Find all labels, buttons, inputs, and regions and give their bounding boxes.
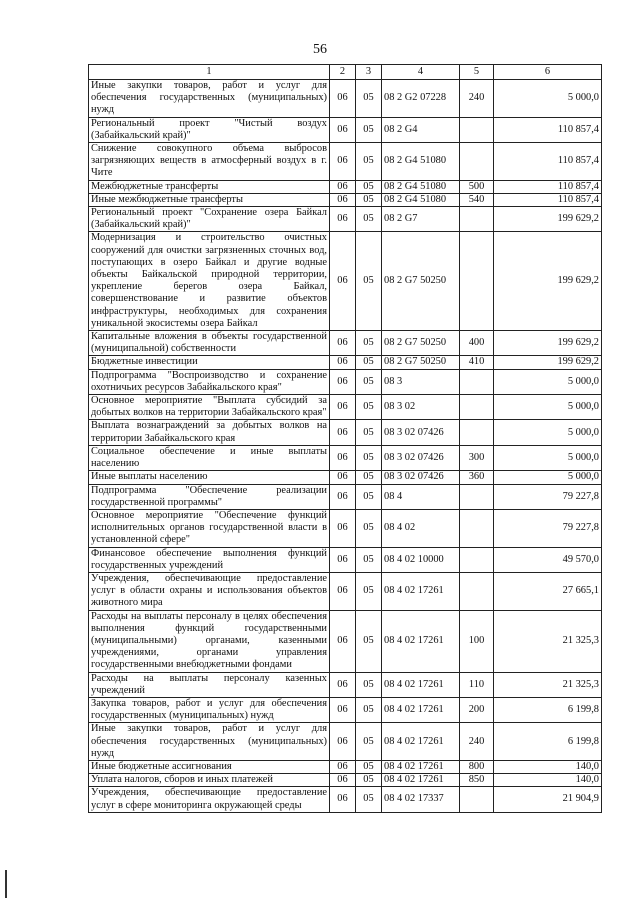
- table-row: [89, 80, 602, 118]
- subsection-cell: 05: [356, 774, 382, 787]
- table-row: [89, 697, 602, 722]
- table-row: [89, 180, 602, 193]
- amount-cell: 199 629,2: [494, 331, 602, 356]
- section-cell: 06: [330, 484, 356, 509]
- section-cell: 06: [330, 420, 356, 445]
- table-row: [89, 420, 602, 445]
- subsection-cell: 05: [356, 117, 382, 142]
- table-row: [89, 760, 602, 773]
- expense-type-cell: [460, 484, 494, 509]
- table-row: [89, 445, 602, 470]
- subsection-cell: 05: [356, 356, 382, 369]
- amount-cell: 110 857,4: [494, 193, 602, 206]
- subsection-cell: 05: [356, 420, 382, 445]
- expense-type-cell: 850: [460, 774, 494, 787]
- amount-cell: 110 857,4: [494, 180, 602, 193]
- item-name-cell: Снижение совокупного объема выбросов загрязняющих веществ в атмосферный воздух в г. Чите: [89, 143, 330, 181]
- expense-type-cell: 110: [460, 672, 494, 697]
- expense-type-cell: [460, 395, 494, 420]
- section-cell: 06: [330, 547, 356, 572]
- expense-type-cell: [460, 420, 494, 445]
- target-article-cell: 08 2 G4: [382, 117, 460, 142]
- expense-type-cell: [460, 232, 494, 331]
- header-col-4: 4: [382, 65, 460, 80]
- item-name-cell: Расходы на выплаты персоналу казенных учреждений: [89, 672, 330, 697]
- table-row: [89, 193, 602, 206]
- item-name-cell: Межбюджетные трансферты: [89, 180, 330, 193]
- subsection-cell: 05: [356, 484, 382, 509]
- amount-cell: 199 629,2: [494, 356, 602, 369]
- table-row: [89, 672, 602, 697]
- subsection-cell: 05: [356, 547, 382, 572]
- item-name-cell: Модернизация и строительство очистных сооружений для очистки загрязненных сточных вод, поступающих в озеро Байкал и другие водные объекты Байкальской природной территории, укрепление берегов озера Байкал, совершенствование и развитие объектов инфраструктуры, необходимых для сохранения уникальной экосистемы озера Байкал: [89, 232, 330, 331]
- subsection-cell: 05: [356, 207, 382, 232]
- amount-cell: 140,0: [494, 760, 602, 773]
- item-name-cell: Основное мероприятие "Обеспечение функций исполнительных органов государственной власти в установленной сфере": [89, 509, 330, 547]
- table-row: [89, 509, 602, 547]
- item-name-cell: Финансовое обеспечение выполнения функций государственных учреждений: [89, 547, 330, 572]
- amount-cell: 6 199,8: [494, 723, 602, 761]
- subsection-cell: 05: [356, 80, 382, 118]
- subsection-cell: 05: [356, 180, 382, 193]
- amount-cell: 27 665,1: [494, 572, 602, 610]
- amount-cell: 5 000,0: [494, 395, 602, 420]
- target-article-cell: 08 4 02 17261: [382, 723, 460, 761]
- expense-type-cell: 540: [460, 193, 494, 206]
- item-name-cell: Капитальные вложения в объекты государственной (муниципальной) собственности: [89, 331, 330, 356]
- item-name-cell: Основное мероприятие "Выплата субсидий за добытых волков на территории Забайкальского края": [89, 395, 330, 420]
- table-row: [89, 484, 602, 509]
- item-name-cell: Бюджетные инвестиции: [89, 356, 330, 369]
- table-row: [89, 369, 602, 394]
- target-article-cell: 08 2 G2 07228: [382, 80, 460, 118]
- amount-cell: 5 000,0: [494, 420, 602, 445]
- expense-type-cell: 360: [460, 471, 494, 484]
- expense-type-cell: [460, 207, 494, 232]
- target-article-cell: 08 3 02: [382, 395, 460, 420]
- expense-type-cell: [460, 509, 494, 547]
- expense-type-cell: 240: [460, 80, 494, 118]
- section-cell: 06: [330, 117, 356, 142]
- item-name-cell: Региональный проект "Чистый воздух (Забайкальский край)": [89, 117, 330, 142]
- section-cell: 06: [330, 723, 356, 761]
- expense-type-cell: 100: [460, 610, 494, 672]
- subsection-cell: 05: [356, 395, 382, 420]
- subsection-cell: 05: [356, 331, 382, 356]
- header-col-5: 5: [460, 65, 494, 80]
- item-name-cell: Иные закупки товаров, работ и услуг для обеспечения государственных (муниципальных) нужд: [89, 723, 330, 761]
- table-row: [89, 356, 602, 369]
- subsection-cell: 05: [356, 610, 382, 672]
- section-cell: 06: [330, 787, 356, 812]
- section-cell: 06: [330, 774, 356, 787]
- section-cell: 06: [330, 697, 356, 722]
- item-name-cell: Иные закупки товаров, работ и услуг для обеспечения государственных (муниципальных) нужд: [89, 80, 330, 118]
- target-article-cell: 08 2 G7: [382, 207, 460, 232]
- subsection-cell: 05: [356, 232, 382, 331]
- table-row: [89, 143, 602, 181]
- amount-cell: 21 325,3: [494, 610, 602, 672]
- subsection-cell: 05: [356, 672, 382, 697]
- section-cell: 06: [330, 207, 356, 232]
- item-name-cell: Иные межбюджетные трансферты: [89, 193, 330, 206]
- item-name-cell: Иные бюджетные ассигнования: [89, 760, 330, 773]
- section-cell: 06: [330, 232, 356, 331]
- table-header-row: [89, 65, 602, 80]
- header-col-6: 6: [494, 65, 602, 80]
- header-col-1: 1: [89, 65, 330, 80]
- amount-cell: 49 570,0: [494, 547, 602, 572]
- amount-cell: 5 000,0: [494, 80, 602, 118]
- target-article-cell: 08 2 G7 50250: [382, 331, 460, 356]
- expense-type-cell: [460, 369, 494, 394]
- page-number: 56: [313, 42, 327, 57]
- section-cell: 06: [330, 331, 356, 356]
- target-article-cell: 08 4 02 17261: [382, 774, 460, 787]
- subsection-cell: 05: [356, 369, 382, 394]
- margin-mark: [5, 870, 7, 898]
- subsection-cell: 05: [356, 572, 382, 610]
- expense-type-cell: 400: [460, 331, 494, 356]
- subsection-cell: 05: [356, 760, 382, 773]
- table-row: [89, 787, 602, 812]
- target-article-cell: 08 4 02 17261: [382, 672, 460, 697]
- item-name-cell: Учреждения, обеспечивающие предоставление услуг в сфере мониторинга окружающей среды: [89, 787, 330, 812]
- expense-type-cell: 240: [460, 723, 494, 761]
- amount-cell: 5 000,0: [494, 369, 602, 394]
- subsection-cell: 05: [356, 697, 382, 722]
- section-cell: 06: [330, 193, 356, 206]
- target-article-cell: 08 3 02 07426: [382, 471, 460, 484]
- expense-type-cell: [460, 143, 494, 181]
- expense-type-cell: 200: [460, 697, 494, 722]
- amount-cell: 21 904,9: [494, 787, 602, 812]
- amount-cell: 6 199,8: [494, 697, 602, 722]
- expense-type-cell: [460, 117, 494, 142]
- target-article-cell: 08 2 G4 51080: [382, 143, 460, 181]
- section-cell: 06: [330, 180, 356, 193]
- target-article-cell: 08 2 G4 51080: [382, 180, 460, 193]
- table-row: [89, 207, 602, 232]
- subsection-cell: 05: [356, 143, 382, 181]
- amount-cell: 79 227,8: [494, 484, 602, 509]
- expense-type-cell: [460, 572, 494, 610]
- item-name-cell: Выплата вознаграждений за добытых волков на территории Забайкальского края: [89, 420, 330, 445]
- target-article-cell: 08 3 02 07426: [382, 420, 460, 445]
- expense-type-cell: 300: [460, 445, 494, 470]
- target-article-cell: 08 4 02: [382, 509, 460, 547]
- target-article-cell: 08 4 02 10000: [382, 547, 460, 572]
- subsection-cell: 05: [356, 445, 382, 470]
- subsection-cell: 05: [356, 787, 382, 812]
- item-name-cell: Расходы на выплаты персоналу в целях обеспечения выполнения функций государственными (муниципальными) органами, казенными учреждениями, органами управления государственными внебюджетными фондами: [89, 610, 330, 672]
- target-article-cell: 08 4 02 17261: [382, 610, 460, 672]
- subsection-cell: 05: [356, 193, 382, 206]
- section-cell: 06: [330, 143, 356, 181]
- target-article-cell: 08 4: [382, 484, 460, 509]
- target-article-cell: 08 4 02 17337: [382, 787, 460, 812]
- target-article-cell: 08 4 02 17261: [382, 697, 460, 722]
- target-article-cell: 08 2 G4 51080: [382, 193, 460, 206]
- target-article-cell: 08 4 02 17261: [382, 760, 460, 773]
- amount-cell: 110 857,4: [494, 143, 602, 181]
- amount-cell: 140,0: [494, 774, 602, 787]
- target-article-cell: 08 4 02 17261: [382, 572, 460, 610]
- section-cell: 06: [330, 509, 356, 547]
- table-row: [89, 572, 602, 610]
- table-row: [89, 547, 602, 572]
- item-name-cell: Региональный проект "Сохранение озера Байкал (Забайкальский край)": [89, 207, 330, 232]
- header-col-3: 3: [356, 65, 382, 80]
- section-cell: 06: [330, 80, 356, 118]
- target-article-cell: 08 2 G7 50250: [382, 356, 460, 369]
- amount-cell: 5 000,0: [494, 445, 602, 470]
- item-name-cell: Закупка товаров, работ и услуг для обеспечения государственных (муниципальных) нужд: [89, 697, 330, 722]
- expense-type-cell: 410: [460, 356, 494, 369]
- item-name-cell: Учреждения, обеспечивающие предоставление услуг в области охраны и использования объектов животного мира: [89, 572, 330, 610]
- table-row: [89, 395, 602, 420]
- item-name-cell: Иные выплаты населению: [89, 471, 330, 484]
- section-cell: 06: [330, 356, 356, 369]
- table-row: [89, 232, 602, 331]
- expense-type-cell: [460, 547, 494, 572]
- expense-type-cell: 800: [460, 760, 494, 773]
- item-name-cell: Подпрограмма "Воспроизводство и сохранение охотничьих ресурсов Забайкальского края": [89, 369, 330, 394]
- item-name-cell: Подпрограмма "Обеспечение реализации государственной программы": [89, 484, 330, 509]
- target-article-cell: 08 3 02 07426: [382, 445, 460, 470]
- subsection-cell: 05: [356, 471, 382, 484]
- budget-table: [88, 64, 602, 813]
- amount-cell: 79 227,8: [494, 509, 602, 547]
- section-cell: 06: [330, 760, 356, 773]
- amount-cell: 199 629,2: [494, 232, 602, 331]
- table-row: [89, 117, 602, 142]
- table-row: [89, 774, 602, 787]
- subsection-cell: 05: [356, 723, 382, 761]
- section-cell: 06: [330, 395, 356, 420]
- section-cell: 06: [330, 572, 356, 610]
- amount-cell: 199 629,2: [494, 207, 602, 232]
- amount-cell: 21 325,3: [494, 672, 602, 697]
- target-article-cell: 08 3: [382, 369, 460, 394]
- table-row: [89, 331, 602, 356]
- section-cell: 06: [330, 672, 356, 697]
- amount-cell: 5 000,0: [494, 471, 602, 484]
- target-article-cell: 08 2 G7 50250: [382, 232, 460, 331]
- table-row: [89, 723, 602, 761]
- section-cell: 06: [330, 369, 356, 394]
- amount-cell: 110 857,4: [494, 117, 602, 142]
- header-col-2: 2: [330, 65, 356, 80]
- item-name-cell: Уплата налогов, сборов и иных платежей: [89, 774, 330, 787]
- section-cell: 06: [330, 445, 356, 470]
- table-row: [89, 610, 602, 672]
- section-cell: 06: [330, 610, 356, 672]
- expense-type-cell: [460, 787, 494, 812]
- table-row: [89, 471, 602, 484]
- item-name-cell: Социальное обеспечение и иные выплаты населению: [89, 445, 330, 470]
- subsection-cell: 05: [356, 509, 382, 547]
- section-cell: 06: [330, 471, 356, 484]
- expense-type-cell: 500: [460, 180, 494, 193]
